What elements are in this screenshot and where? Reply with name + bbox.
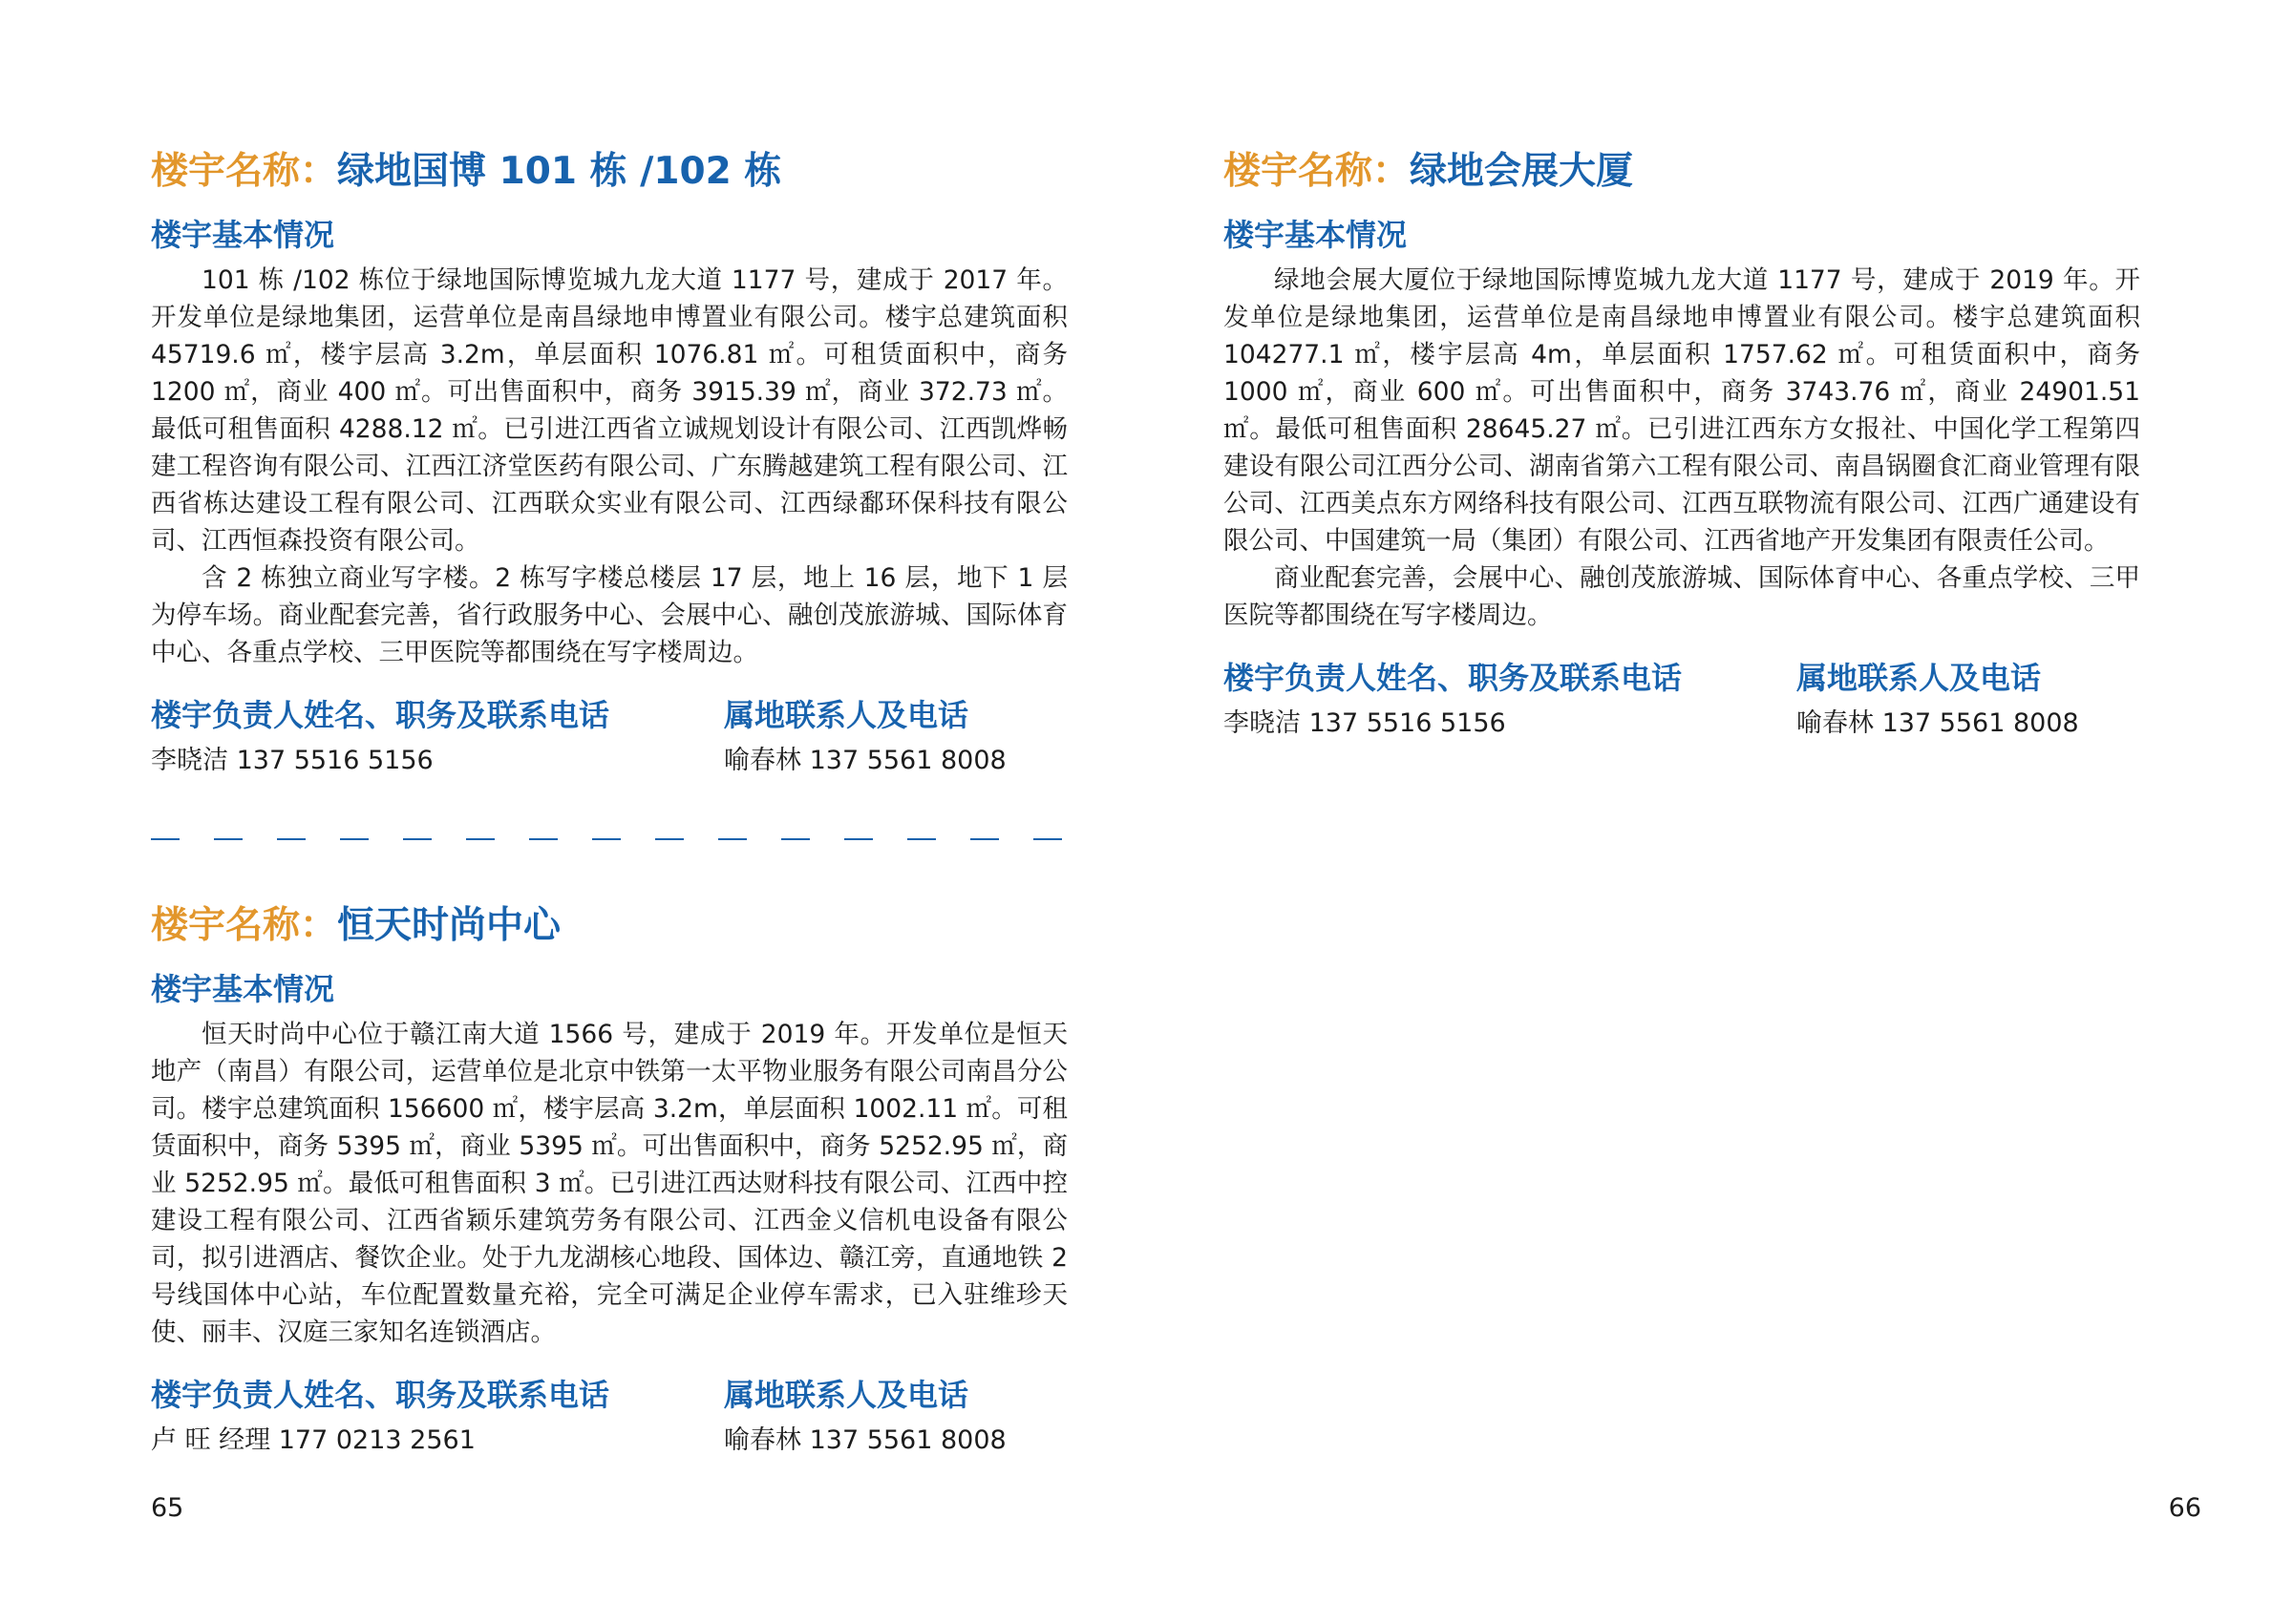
local-contact-value: 喻春林 137 5561 8008 — [724, 746, 1007, 775]
building-title-name: 绿地国博 101 栋 /102 栋 — [337, 150, 782, 193]
contacts-row — [151, 1374, 1068, 1462]
local-contact-heading: 属地联系人及电话 — [1796, 660, 2042, 696]
basic-info-heading: 楼宇基本情况 — [151, 217, 335, 253]
page-number: 66 — [2168, 1493, 2201, 1523]
local-contact-value: 喻春林 137 5561 8008 — [724, 1425, 1007, 1455]
basic-info-paragraph: 含 2 栋独立商业写字楼。2 栋写字楼总楼层 17 层，地上 16 层，地下 1 层为停车场。商业配套完善，省行政服务中心、会展中心、融创茂旅游城、国际体育中心、各重点学校、三甲医院等都围绕在写字楼周边。 — [151, 563, 1068, 667]
building-section-hengtian — [151, 897, 1068, 1462]
manager-contact — [151, 1374, 724, 1462]
manager-contact — [151, 694, 724, 782]
building-title — [151, 897, 1068, 955]
manager-contact-heading: 楼宇负责人姓名、职务及联系电话 — [151, 697, 610, 733]
basic-info-heading: 楼宇基本情况 — [151, 971, 335, 1007]
manager-contact-value: 卢 旺 经理 177 0213 2561 — [151, 1425, 476, 1455]
basic-info-paragraph: 绿地会展大厦位于绿地国际博览城九龙大道 1177 号，建成于 2019 年。开发单位是绿地集团，运营单位是南昌绿地申博置业有限公司。楼宇总建筑面积 104277.1 ㎡，楼宇层高 4m，单层面积 1757.62 ㎡。可租赁面积中，商务 1000 ㎡，商业 600 ㎡。可出售面积中，商务 3743.76 ㎡，商业 24901.51 ㎡。最低可租售面积 28645.27 ㎡。已引进江西东方女报社、中国化学工程第四建设有限公司江西分公司、湖南省第六工程有限公司、南昌锅圈食汇商业管理有限公司、江西美点东方网络科技有限公司、江西互联物流有限公司、江西广通建设有限公司、中国建筑一局（集团）有限公司、江西省地产开发集团有限责任公司。 — [1223, 265, 2140, 556]
local-contact — [724, 694, 1007, 782]
contacts-row — [151, 694, 1068, 782]
local-contact-heading: 属地联系人及电话 — [724, 1377, 969, 1413]
building-title-name: 绿地会展大厦 — [1410, 150, 1634, 193]
basic-info-paragraph: 恒天时尚中心位于赣江南大道 1566 号，建成于 2019 年。开发单位是恒天地产（南昌）有限公司，运营单位是北京中铁第一太平物业服务有限公司南昌分公司。楼宇总建筑面积 156600 ㎡，楼宇层高 3.2m，单层面积 1002.11 ㎡。可租赁面积中，商务 5395 ㎡，商业 5395 ㎡。可出售面积中，商务 5252.95 ㎡，商业 5252.95 ㎡。最低可租售面积 3 ㎡。已引进江西达财科技有限公司、江西中控建设工程有限公司、江西省颖乐建筑劳务有限公司、江西金义信机电设备有限公司，拟引进酒店、餐饮企业。处于九龙湖核心地段、国体边、赣江旁，直通地铁 2 号线国体中心站，车位配置数量充裕，完全可满足企业停车需求，已入驻维珍天使、丽丰、汉庭三家知名连锁酒店。 — [151, 1020, 1068, 1347]
building-section-guobo — [151, 143, 1068, 782]
building-section-huizhan — [1223, 143, 2140, 745]
local-contact — [1796, 657, 2079, 745]
building-title-prefix: 楼宇名称： — [151, 904, 338, 947]
dashed-divider — [151, 838, 1063, 840]
manager-contact — [1223, 657, 1796, 745]
local-contact-value: 喻春林 137 5561 8008 — [1796, 708, 2079, 738]
page-number: 65 — [151, 1493, 184, 1523]
contacts-row — [1223, 657, 2140, 745]
right-page — [1136, 0, 2272, 1624]
basic-info-heading: 楼宇基本情况 — [1223, 217, 1408, 253]
basic-info-paragraph: 商业配套完善，会展中心、融创茂旅游城、国际体育中心、各重点学校、三甲医院等都围绕在写字楼周边。 — [1223, 563, 2140, 630]
manager-contact-heading: 楼宇负责人姓名、职务及联系电话 — [1223, 660, 1683, 696]
building-title-name: 恒天时尚中心 — [337, 904, 562, 947]
building-title — [151, 143, 1068, 200]
building-title-prefix: 楼宇名称： — [1223, 150, 1411, 193]
building-title-prefix: 楼宇名称： — [151, 150, 338, 193]
manager-contact-value: 李晓洁 137 5516 5156 — [151, 746, 434, 775]
local-contact-heading: 属地联系人及电话 — [724, 697, 969, 733]
manager-contact-value: 李晓洁 137 5516 5156 — [1223, 708, 1506, 738]
local-contact — [724, 1374, 1007, 1462]
manager-contact-heading: 楼宇负责人姓名、职务及联系电话 — [151, 1377, 610, 1413]
building-title — [1223, 143, 2140, 200]
basic-info-paragraph: 101 栋 /102 栋位于绿地国际博览城九龙大道 1177 号，建成于 2017 年。开发单位是绿地集团，运营单位是南昌绿地申博置业有限公司。楼宇总建筑面积 45719.6 ㎡，楼宇层高 3.2m，单层面积 1076.81 ㎡。可租赁面积中，商务 1200 ㎡，商业 400 ㎡。可出售面积中，商务 3915.39 ㎡，商业 372.73 ㎡。最低可租售面积 4288.12 ㎡。已引进江西省立诚规划设计有限公司、江西凯烨畅建工程咨询有限公司、江西江济堂医药有限公司、广东腾越建筑工程有限公司、江西省栋达建设工程有限公司、江西联众实业有限公司、江西绿鄱环保科技有限公司、江西恒森投资有限公司。 — [151, 265, 1068, 556]
